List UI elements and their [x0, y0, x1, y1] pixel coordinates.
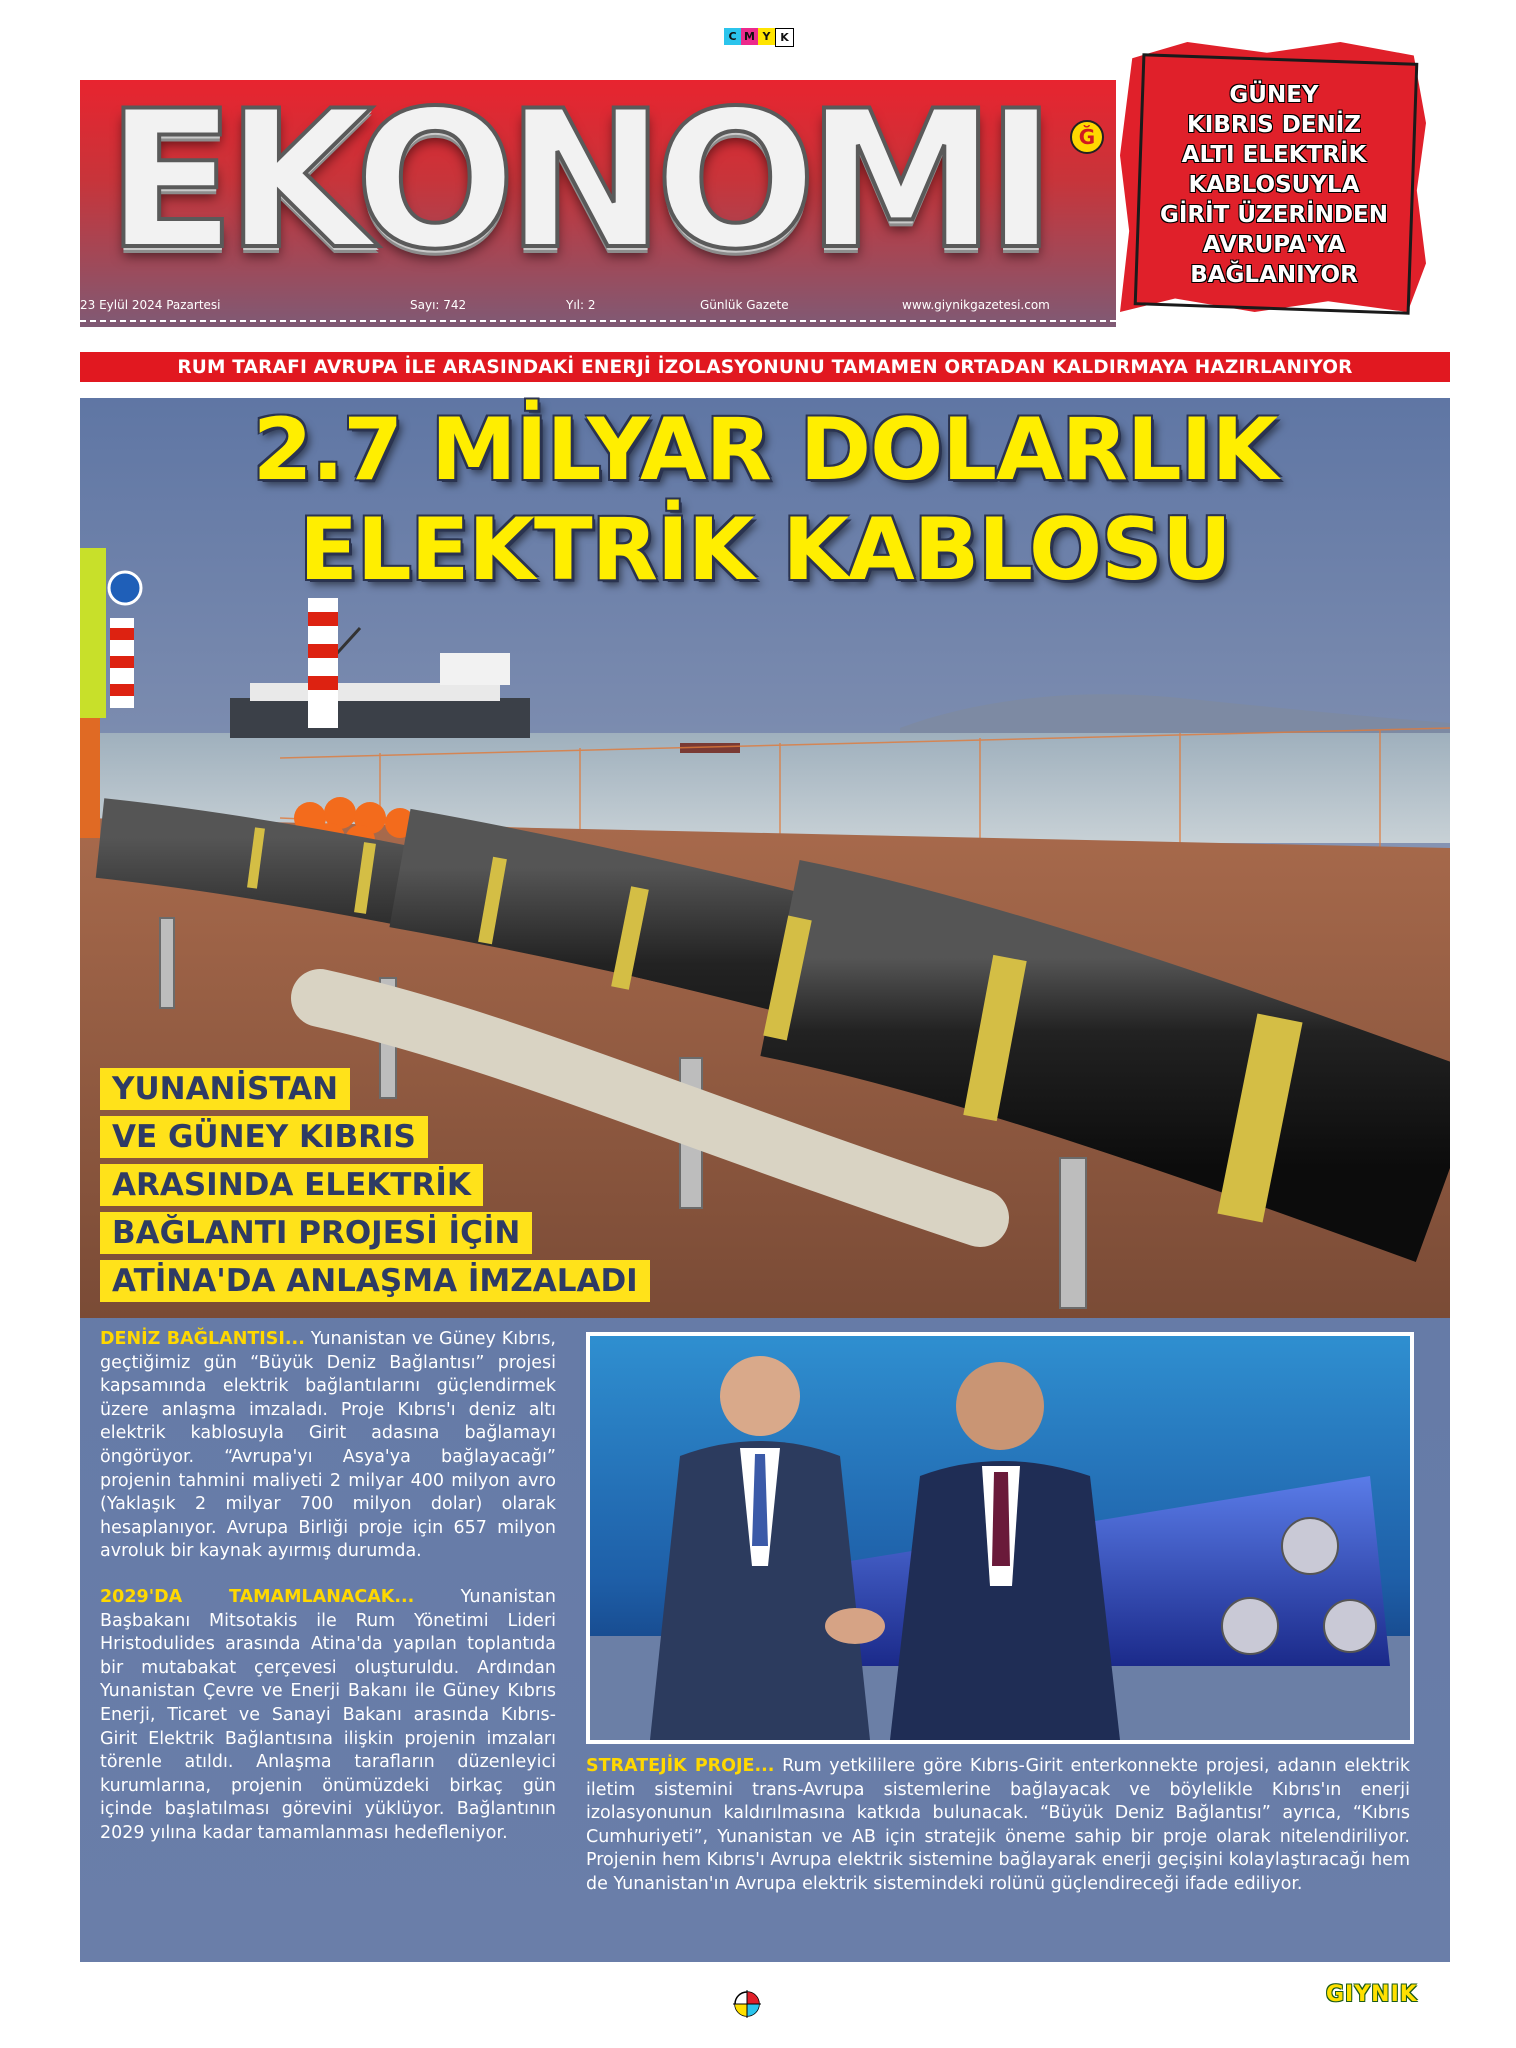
leaders-photo-illustration	[590, 1336, 1410, 1740]
logo-badge: Ğ	[1070, 120, 1104, 154]
splash-callout	[1112, 20, 1432, 318]
subhead-line: ATİNA'DA ANLAŞMA İMZALADI	[100, 1260, 650, 1302]
subhead-row	[100, 1116, 650, 1158]
cmyk-cyan: C	[724, 28, 741, 45]
main-headline	[80, 400, 1450, 600]
subhead-row	[100, 1212, 650, 1254]
article-column-right	[586, 1755, 1410, 1897]
website-link[interactable]: www.giynikgazetesi.com	[902, 298, 1050, 312]
article-paragraph-1	[100, 1328, 556, 1564]
issue-date: 23 Eylül 2024 Pazartesi	[80, 298, 221, 312]
registration-mark-icon	[733, 1990, 761, 2018]
subhead-row	[100, 1164, 650, 1206]
splash-line: BAĞLANIYOR	[1190, 262, 1358, 288]
subhead-line: YUNANİSTAN	[100, 1068, 350, 1110]
splash-line: GÜNEY	[1229, 82, 1319, 108]
cmyk-yellow: Y	[758, 28, 775, 45]
paragraph-text: Yunanistan Başbakanı Mitsotakis ile Rum Yönetimi Lideri Hristodulides arasında Atina'da yapılan toplantıda bir mutabakat çerçevesi oluşturuldu. Ardından Yunanistan Çevre ve Enerji Bakanı ile Güney Kıbrıs Enerji, Ticaret ve Sanayi Bakanı arasında Kıbrıs-Girit Elektrik Bağlantısına ilişkin projenin imzaları törenle atıldı. Anlaşma tarafların düzenleyici kurumlarına, projenin önümüzdeki birkaç gün içinde başlatılması görevini yüklüyor. Bağlantının 2029 yılına kadar tamamlanması hedefleniyor.	[100, 1586, 556, 1843]
splash-line: AVRUPA'YA	[1202, 232, 1346, 258]
paragraph-label: 2029'DA TAMAMLANACAK...	[100, 1586, 415, 1607]
issue-year: Yıl: 2	[566, 298, 596, 312]
subhead-line: BAĞLANTI PROJESİ İÇİN	[100, 1212, 532, 1254]
cmyk-registration-strip	[724, 28, 794, 47]
cmyk-magenta: M	[741, 28, 758, 45]
article-paragraph-2	[100, 1586, 556, 1846]
splash-line: KABLOSUYLA	[1188, 172, 1360, 198]
subhead-line: VE GÜNEY KIBRIS	[100, 1116, 428, 1158]
headline-line-1: 2.7 MİLYAR DOLARLIK	[252, 400, 1278, 500]
paragraph-text: Yunanistan ve Güney Kıbrıs, geçtiğimiz gün “Büyük Deniz Bağlantısı” projesi kapsamında elektrik bağlantılarını güçlendirmek üzere anlaşma imzaladı. Proje Kıbrıs'ı deniz altı elektrik kablosuyla Girit adasına bağlamayı öngörüyor. “Avrupa'yı Asya'ya bağlayacağı” projenin tahmini maliyeti 2 milyar 400 milyon avro (Yaklaşık 2 milyar 700 milyon dolar) olarak hesaplanıyor. Avrupa Birliği proje için 657 milyon avroluk bir kaynak ayırmış durumda.	[100, 1329, 556, 1562]
masthead-logo: EKONOMI	[106, 70, 1047, 291]
dateline	[80, 298, 1116, 318]
issue-number: Sayı: 742	[410, 298, 467, 312]
article-column-left	[100, 1328, 556, 1845]
dashed-divider	[80, 320, 1116, 322]
publisher-logo: GIYNIK	[1326, 1982, 1418, 2007]
paper-type: Günlük Gazete	[700, 298, 789, 312]
paragraph-label: DENİZ BAĞLANTISI...	[100, 1329, 305, 1349]
splash-line: KIBRIS DENİZ	[1186, 112, 1362, 138]
subheadline	[100, 1068, 650, 1308]
splash-line: GİRİT ÜZERİNDEN	[1159, 202, 1389, 228]
leaders-photo	[586, 1332, 1414, 1744]
article-paragraph-3	[586, 1755, 1410, 1897]
splash-text	[1134, 80, 1414, 290]
cmyk-black: K	[775, 28, 794, 47]
paragraph-text: Rum yetkililere göre Kıbrıs-Girit enterkonnekte projesi, adanın elektrik iletim sistemini trans-Avrupa sistemlerine bağlayacak ve böylelikle Kıbrıs'ın enerji izolasyonunun kaldırılmasına katkıda bulunacak. “Büyük Deniz Bağlantısı” ayrıca, “Kıbrıs Cumhuriyeti”, Yunanistan ve AB için stratejik öneme sahip bir proje olarak nitelendiriliyor. Projenin hem Kıbrıs'ı Avrupa elektrik sistemine bağlayarak enerji geçişini kolaylaştıracağı hem de Yunanistan'ın Avrupa elektrik sistemindeki rolünü güçlendireceği ifade ediliyor.	[586, 1756, 1410, 1894]
subhead-row	[100, 1260, 650, 1302]
masthead	[80, 70, 1116, 327]
subhead-row	[100, 1068, 650, 1110]
splash-line: ALTI ELEKTRİK	[1181, 142, 1367, 168]
paragraph-label: STRATEJİK PROJE...	[586, 1756, 775, 1776]
subhead-line: ARASINDA ELEKTRİK	[100, 1164, 483, 1206]
headline-line-2: ELEKTRİK KABLOSU	[299, 500, 1231, 600]
kicker-banner: RUM TARAFI AVRUPA İLE ARASINDAKİ ENERJİ İZOLASYONUNU TAMAMEN ORTADAN KALDIRMAYA HAZIRLANIYOR	[80, 352, 1450, 382]
